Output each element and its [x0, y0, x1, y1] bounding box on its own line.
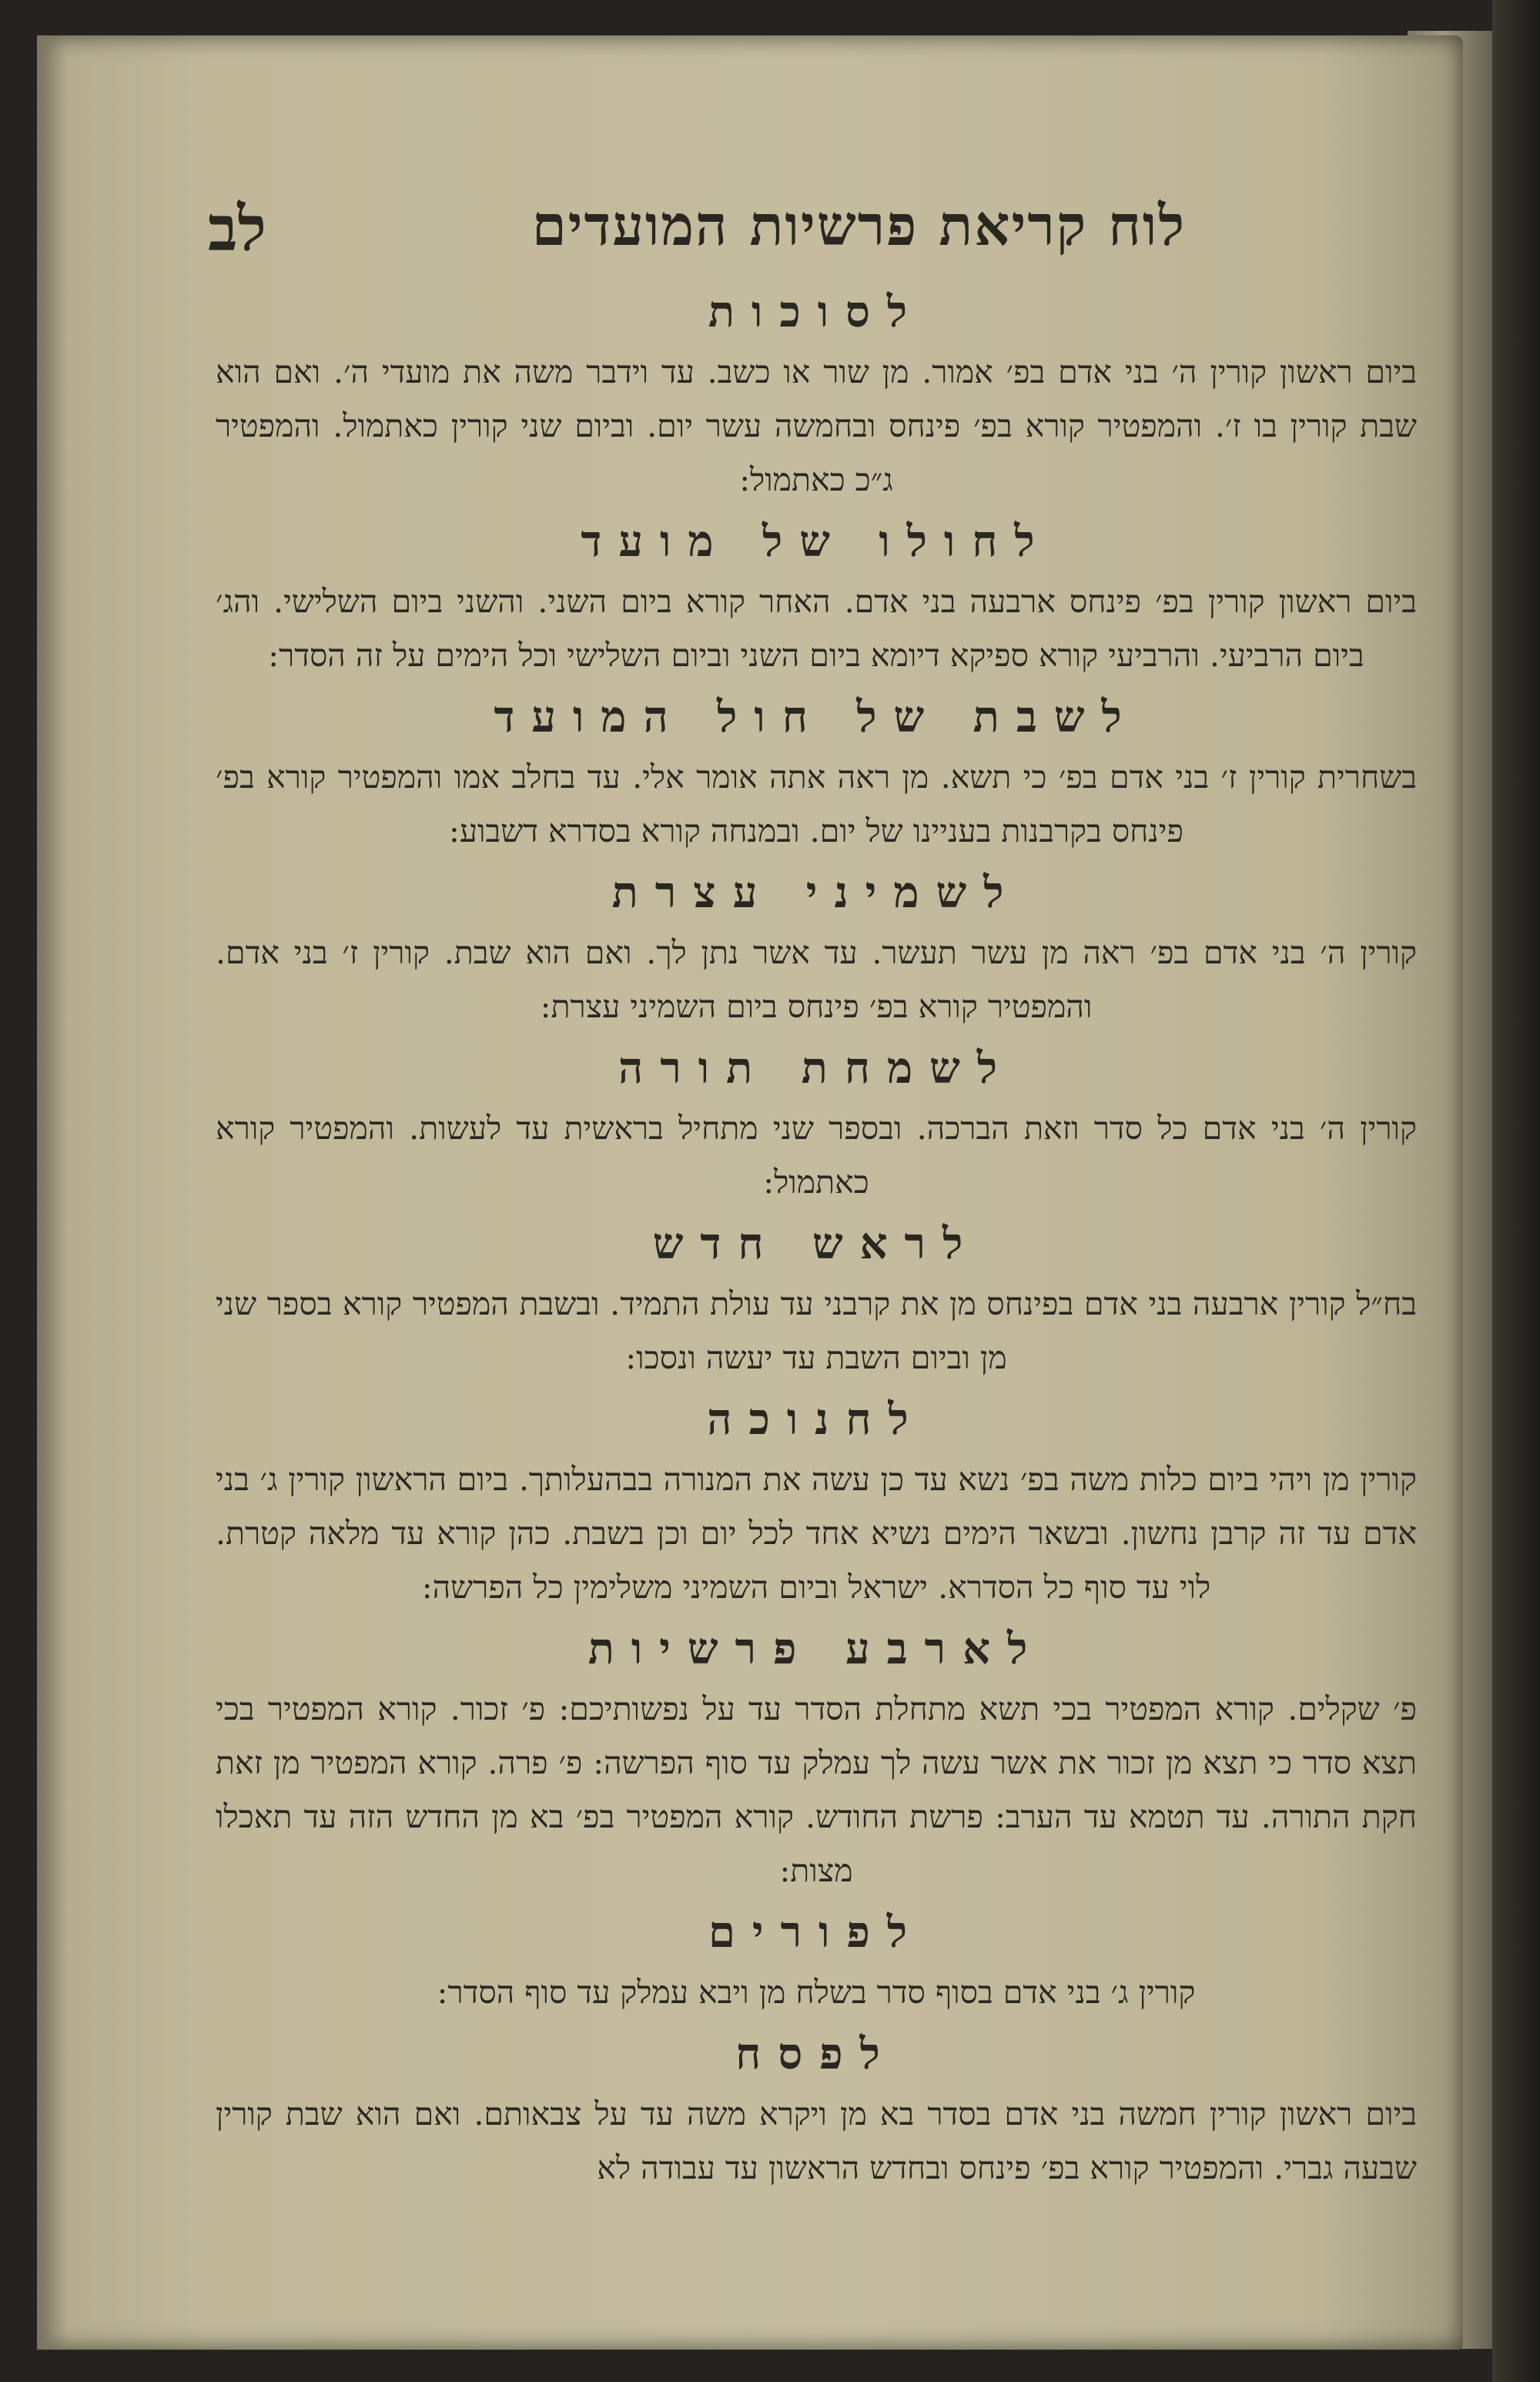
section-four-parshiyot: [216, 1623, 1417, 1898]
section-heading: לחולו של מועד: [581, 516, 1052, 567]
section-purim: [216, 1907, 1417, 2019]
section-text: קורין ה׳ בני אדם בפ׳ ראה מן עשר תעשר. עד אשר נתן לך. ואם הוא שבת. קורין ז׳ בני אדם. והמפטיר קורא בפ׳ פינחס ביום השמיני עצרת:: [216, 934, 1417, 1025]
section-heading: לראש חדש: [652, 1218, 980, 1269]
section-text: בח״ל קורין ארבעה בני אדם בפינחס מן את קרבני עד עולת התמיד. ובשבת המפטיר קורא בספר שני מן וביום השבת עד יעשה ונסכו:: [216, 1285, 1417, 1376]
section-chanukah: [216, 1394, 1417, 1614]
section-text: פ׳ שקלים. קורא המפטיר בכי תשא מתחלת הסדר עד על נפשותיכם: פ׳ זכור. קורא המפטיר בכי תצא סדר כי תצא מן זכור את אשר עשה לך עמלק עד סוף הפרשה: פ׳ פרה. קורא המפטיר מן זאת חקת התורה. עד תטמא עד הערב: פרשת החודש. קורא המפטיר בפ׳ בא מן החדש הזה עד תאכלו מצות:: [216, 1690, 1418, 1889]
section-text: קורין ג׳ בני אדם בסוף סדר בשלח מן ויבא עמלק עד סוף הסדר:: [437, 1974, 1196, 2011]
section-heading: לשבת של חול המועד: [494, 692, 1139, 742]
section-simchat-torah: [216, 1043, 1417, 1209]
section-text: קורין ה׳ בני אדם כל סדר וזאת הברכה. ובספר שני מתחיל בראשית עד לעשות. והמפטיר קורא כאתמול:: [216, 1110, 1417, 1201]
page-number: לב: [208, 193, 266, 265]
section-text: ביום ראשון קורין ה׳ בני אדם בפ׳ אמור. מן שור או כשב. עד וידבר משה את מועדי ה׳. ואם הוא שבת קורין בו ז׳. והמפטיר קורא בפ׳ פינחס ובחמשה עשר יום. וביום שני קורין כאתמול. והמפטיר ג״כ כאתמול:: [216, 353, 1417, 498]
section-text: בשחרית קורין ז׳ בני אדם בפ׳ כי תשא. מן ראה אתה אומר אלי. עד בחלב אמו והמפטיר קורא בפ׳ פינחס בקרבנות בעניינו של יום. ובמנחה קורא בסדרא דשבוע:: [216, 759, 1417, 849]
section-rosh-chodesh: [216, 1218, 1417, 1385]
section-shemini-atzeret: [216, 867, 1417, 1034]
section-text: ביום ראשון קורין חמשה בני אדם בסדר בא מן ויקרא משה עד על צבאותם. ואם הוא שבת קורין שבעה גברי. והמפטיר קורא בפ׳ פינחס ובחדש הראשון עד עבודה לא: [216, 2096, 1417, 2186]
page-content: [208, 177, 1418, 2195]
facing-page-edge: [1492, 0, 1540, 2382]
section-text: קורין מן ויהי ביום כלות משה בפ׳ נשא עד כן עשה את המנורה בבהעלותך. ביום הראשון קורין ג׳ בני אדם עד זה קרבן נחשון. ובשאר הימים נשיא אחד לכל יום וכן בשבת. כהן קורא עד מלאה קטרת. לוי עד סוף כל הסדרא. ישראל וביום השמיני משלימין כל הפרשה:: [216, 1461, 1417, 1606]
page-header: [208, 177, 1417, 277]
section-text: ביום ראשון קורין בפ׳ פינחס ארבעה בני אדם. האחר קורא ביום השני. והשני ביום השלישי. והג׳ ביום הרביעי. והרביעי קורא ספיקא דיומא ביום השני וביום השלישי וכל הימים על זה הסדר:: [216, 583, 1417, 674]
section-sukkot: [216, 286, 1417, 507]
section-shabbat-chol-hamoed: [216, 692, 1417, 858]
page-edge-shadow: [37, 35, 68, 2350]
section-heading: לסוכות: [708, 286, 925, 337]
section-pesach: [216, 2029, 1417, 2195]
section-heading: לארבע פרשיות: [588, 1623, 1045, 1674]
page-title: לוח קריאת פרשיות המועדים: [531, 193, 1186, 258]
section-heading: לפסח: [735, 2029, 897, 2079]
section-heading: לשמחת תורה: [618, 1043, 1015, 1094]
section-heading: לשמיני עצרת: [611, 867, 1021, 918]
section-heading: לחנוכה: [707, 1394, 926, 1445]
section-heading: לפורים: [708, 1907, 925, 1958]
section-chol-hamoed: [216, 516, 1417, 682]
